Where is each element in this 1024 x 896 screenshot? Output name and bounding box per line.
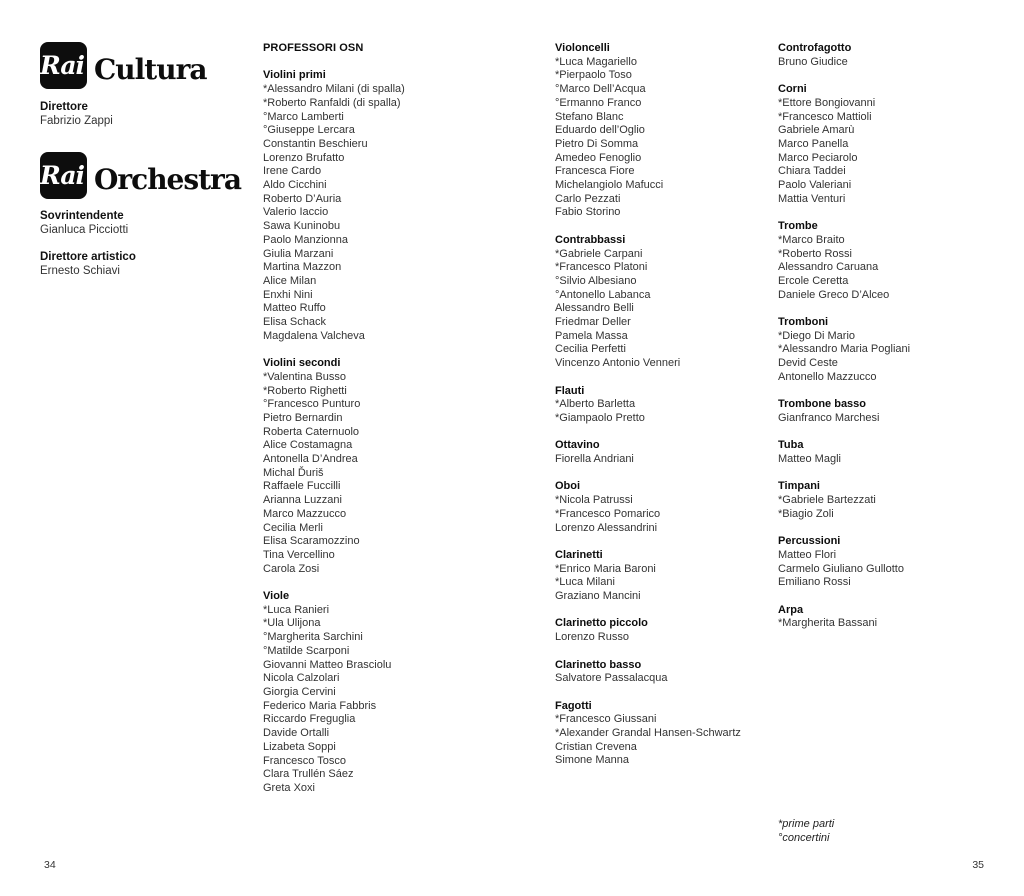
member-name: Paolo Valeriani: [778, 179, 852, 192]
member-name: Vincenzo Antonio Venneri: [555, 357, 681, 370]
member-name: *Alessandro Maria Pogliani: [778, 343, 911, 356]
member-name: Aldo Cicchini: [263, 179, 327, 192]
footnote: *prime parti: [778, 818, 835, 830]
section-trombone-basso: [778, 398, 1013, 425]
member-name: °Francesco Punturo: [263, 398, 361, 411]
section-tuba: [778, 439, 1013, 466]
member-name: Simone Manna: [555, 754, 629, 767]
footnote: °concertini: [778, 832, 830, 844]
member-name: *Luca Milani: [555, 576, 615, 589]
section-title: Tromboni: [778, 316, 829, 329]
member-name: *Francesco Platoni: [555, 261, 648, 274]
member-name: *Valentina Busso: [263, 370, 346, 383]
member-name: Pietro Di Somma: [555, 137, 639, 150]
rai-orchestra-logo: [40, 152, 241, 199]
member-name: Martina Mazzon: [263, 261, 342, 274]
member-name: Friedmar Deller: [555, 316, 631, 329]
section-clarinetto-basso: [555, 659, 773, 686]
member-name: Francesca Fiore: [555, 165, 635, 178]
section-clarinetti: [555, 549, 773, 604]
role-name: Fabrizio Zappi: [40, 115, 113, 127]
member-name: *Giampaolo Pretto: [555, 411, 645, 424]
role-title: Direttore: [40, 101, 88, 113]
member-name: Carlo Pezzati: [555, 192, 621, 205]
section-oboi: [555, 480, 773, 535]
member-name: Michal Ďuriš: [263, 466, 324, 479]
member-name: Francesco Tosco: [263, 754, 346, 767]
section-title: Arpa: [778, 603, 804, 616]
member-name: °Marco Dell’Acqua: [555, 83, 646, 96]
section-timpani: [778, 480, 1013, 521]
rai-cultura-logo: [40, 42, 206, 89]
section-title: Controfagotto: [778, 42, 852, 54]
member-name: Enxhi Nini: [263, 288, 313, 301]
member-name: *Marco Braito: [778, 233, 845, 246]
member-name: °Giuseppe Lercara: [263, 124, 355, 137]
member-name: Davide Ortalli: [263, 727, 330, 740]
member-name: Stefano Blanc: [555, 110, 624, 123]
member-name: *Ettore Bongiovanni: [778, 96, 876, 109]
section-title: Violini primi: [263, 69, 326, 82]
member-name: °Margherita Sarchini: [263, 631, 363, 644]
member-name: Greta Xoxi: [263, 781, 315, 794]
member-name: Giovanni Matteo Brasciolu: [263, 658, 392, 671]
member-name: *Roberto Righetti: [263, 384, 347, 397]
role-direttore-artistico: [40, 250, 250, 278]
member-name: Lizabeta Soppi: [263, 740, 336, 753]
member-name: Paolo Manzionna: [263, 233, 349, 246]
section-title: Oboi: [555, 480, 581, 493]
member-name: Cecilia Merli: [263, 521, 323, 534]
member-name: Tina Vercellino: [263, 548, 335, 561]
member-name: *Alessandro Milani (di spalla): [263, 83, 405, 96]
member-name: Alessandro Belli: [555, 302, 634, 315]
member-name: *Luca Magariello: [555, 55, 637, 68]
member-name: Eduardo dell’Oglio: [555, 124, 645, 137]
section-title: Fagotti: [555, 699, 592, 712]
member-name: Lorenzo Brufatto: [263, 151, 345, 164]
roster-heading: PROFESSORI OSN: [263, 42, 364, 54]
member-name: Roberta Caternuolo: [263, 425, 360, 438]
role-title: Sovrintendente: [40, 210, 124, 222]
member-name: Michelangiolo Mafucci: [555, 179, 664, 192]
member-name: *Ula Ulijona: [263, 617, 321, 630]
member-name: Chiara Taddei: [778, 165, 846, 178]
member-name: Constantin Beschieru: [263, 137, 368, 150]
section-title: Clarinetto piccolo: [555, 617, 648, 630]
rai-cultura-wordmark: Cultura: [94, 53, 207, 86]
member-name: °Ermanno Franco: [555, 96, 642, 109]
member-name: Valerio Iaccio: [263, 206, 329, 219]
rai-orchestra-wordmark: Orchestra: [94, 163, 241, 196]
section-title: Percussioni: [778, 535, 841, 548]
member-name: Marco Panella: [778, 137, 849, 150]
member-name: Ercole Ceretta: [778, 274, 849, 287]
member-name: Matteo Ruffo: [263, 302, 326, 315]
rai-logo-mark: Rai: [40, 42, 87, 89]
member-name: Daniele Greco D’Alceo: [778, 288, 890, 301]
section-violini-secondi: [263, 357, 548, 576]
member-name: Carmelo Giuliano Gullotto: [778, 562, 904, 575]
member-name: Devid Ceste: [778, 357, 838, 370]
section-controfagotto: [778, 42, 1013, 69]
member-name: Emiliano Rossi: [778, 576, 851, 589]
member-name: *Diego Di Mario: [778, 329, 856, 342]
role-sovrintendente: [40, 209, 250, 237]
member-name: Marco Peciarolo: [778, 151, 858, 164]
member-name: *Roberto Rossi: [778, 247, 852, 260]
member-name: *Alexander Grandal Hansen-Schwartz: [555, 727, 741, 740]
section-title: Corni: [778, 83, 807, 96]
member-name: Matteo Magli: [778, 453, 841, 466]
section-viole: [263, 590, 548, 796]
role-name: Gianluca Picciotti: [40, 224, 129, 236]
section-title: Violoncelli: [555, 42, 610, 54]
page-number-left: 34: [44, 859, 56, 871]
member-name: Pamela Massa: [555, 329, 628, 342]
member-name: Fiorella Andriani: [555, 453, 634, 466]
member-name: Antonello Mazzucco: [778, 370, 877, 383]
member-name: Gianfranco Marchesi: [778, 411, 880, 424]
footnotes: [778, 817, 834, 845]
member-name: Federico Maria Fabbris: [263, 699, 377, 712]
member-name: Magdalena Valcheva: [263, 329, 365, 342]
section-fagotti: [555, 700, 773, 769]
member-name: Arianna Luzzani: [263, 494, 342, 507]
member-name: Pietro Bernardin: [263, 411, 343, 424]
member-name: *Enrico Maria Baroni: [555, 562, 656, 575]
member-name: Bruno Giudice: [778, 55, 848, 68]
member-name: °Silvio Albesiano: [555, 274, 637, 287]
member-name: Alessandro Caruana: [778, 261, 879, 274]
member-name: *Luca Ranieri: [263, 603, 330, 616]
section-title: Clarinetti: [555, 548, 603, 561]
page-number-right: 35: [972, 859, 984, 871]
member-name: Mattia Venturi: [778, 192, 846, 205]
member-name: *Pierpaolo Toso: [555, 69, 632, 82]
section-violini-primi: [263, 69, 548, 343]
section-clarinetto-piccolo: [555, 617, 773, 644]
member-name: Graziano Mancini: [555, 590, 641, 603]
member-name: Carola Zosi: [263, 562, 320, 575]
role-title: Direttore artistico: [40, 251, 136, 263]
section-title: Tuba: [778, 439, 804, 452]
member-name: °Matilde Scarponi: [263, 644, 350, 657]
section-arpa: [778, 604, 1013, 631]
member-name: *Gabriele Bartezzati: [778, 494, 876, 507]
member-name: *Alberto Barletta: [555, 398, 636, 411]
member-name: *Margherita Bassani: [778, 617, 878, 630]
section-trombe: [778, 220, 1013, 302]
member-name: Cristian Crevena: [555, 740, 637, 753]
member-name: Antonella D’Andrea: [263, 453, 358, 466]
member-name: *Francesco Mattioli: [778, 110, 872, 123]
member-name: Elisa Schack: [263, 316, 326, 329]
member-name: Nicola Calzolari: [263, 672, 340, 685]
section-title: Timpani: [778, 480, 820, 493]
member-name: *Roberto Ranfaldi (di spalla): [263, 96, 401, 109]
section-violoncelli: [555, 42, 773, 220]
member-name: Sawa Kuninobu: [263, 220, 341, 233]
section-ottavino: [555, 439, 773, 466]
section-percussioni: [778, 535, 1013, 590]
member-name: Clara Trullén Sáez: [263, 768, 354, 781]
member-name: Salvatore Passalacqua: [555, 672, 668, 685]
section-title: Clarinetto basso: [555, 658, 642, 671]
member-name: *Francesco Giussani: [555, 713, 657, 726]
role-name: Ernesto Schiavi: [40, 265, 120, 277]
member-name: Raffaele Fuccilli: [263, 480, 341, 493]
member-name: Alice Costamagna: [263, 439, 353, 452]
member-name: *Francesco Pomarico: [555, 507, 661, 520]
member-name: °Marco Lamberti: [263, 110, 344, 123]
roster-column-3: [778, 42, 1013, 645]
member-name: Matteo Flori: [778, 548, 837, 561]
section-title: Flauti: [555, 384, 585, 397]
section-contrabbassi: [555, 234, 773, 371]
section-title: Trombe: [778, 220, 818, 233]
member-name: Amedeo Fenoglio: [555, 151, 642, 164]
member-name: Cecilia Perfetti: [555, 343, 626, 356]
member-name: Lorenzo Russo: [555, 631, 629, 644]
roster-column-1: [263, 42, 548, 809]
roster-column-2: [555, 42, 773, 782]
section-title: Contrabbassi: [555, 233, 626, 246]
member-name: Gabriele Amarù: [778, 124, 855, 137]
section-title: Ottavino: [555, 439, 600, 452]
section-flauti: [555, 385, 773, 426]
role-direttore: [40, 100, 250, 128]
section-title: Trombone basso: [778, 398, 867, 411]
member-name: Riccardo Freguglia: [263, 713, 356, 726]
rai-logo-mark: Rai: [40, 152, 87, 199]
section-corni: [778, 83, 1013, 206]
member-name: *Nicola Patrussi: [555, 494, 633, 507]
member-name: °Antonello Labanca: [555, 288, 651, 301]
member-name: Alice Milan: [263, 274, 317, 287]
section-tromboni: [778, 316, 1013, 385]
member-name: Marco Mazzucco: [263, 507, 347, 520]
member-name: Roberto D’Auria: [263, 192, 342, 205]
section-title: Violini secondi: [263, 357, 341, 370]
member-name: Giulia Marzani: [263, 247, 334, 260]
member-name: *Biagio Zoli: [778, 507, 834, 520]
member-name: Irene Cardo: [263, 165, 322, 178]
member-name: Lorenzo Alessandrini: [555, 521, 658, 534]
member-name: Giorgia Cervini: [263, 686, 336, 698]
member-name: Fabio Storino: [555, 206, 621, 219]
member-name: Elisa Scaramozzino: [263, 535, 360, 548]
section-title: Viole: [263, 590, 290, 603]
member-name: *Gabriele Carpani: [555, 247, 643, 260]
